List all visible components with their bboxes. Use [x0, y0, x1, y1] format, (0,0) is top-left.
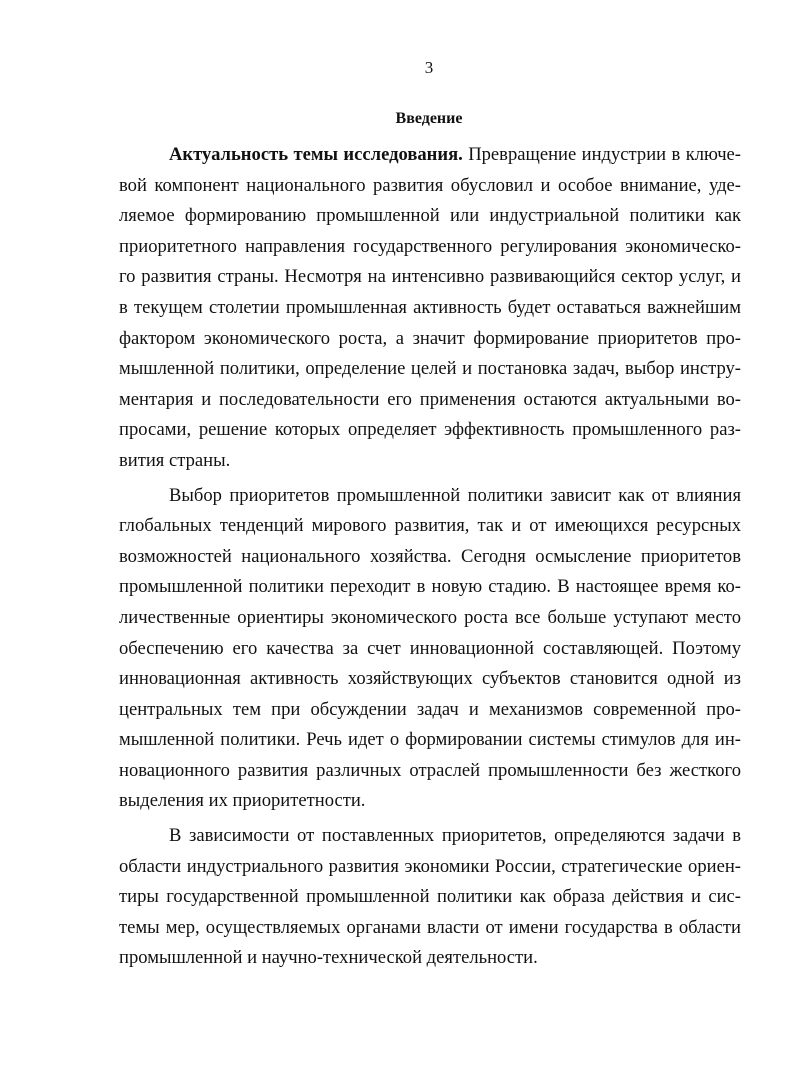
paragraph-2-line-4: промышленной политики переходит в новую стадию. В настоящее время ко- [119, 576, 741, 598]
paragraph-2-line-6: обеспечению его качества за счет инновационной составляющей. Поэтому [119, 637, 741, 659]
paragraph-3-line-1: В зависимости от поставленных приоритетов, определяются задачи в [169, 825, 741, 847]
paragraph-2-line-11: выделения их приоритетности. [119, 790, 366, 812]
paragraph-2-line-10: новационного развития различных отраслей промышленности без жесткого [119, 759, 741, 781]
paragraph-2-line-2: глобальных тенденций мирового развития, так и от имеющихся ресурсных [119, 515, 741, 537]
paragraph-2-line-1: Выбор приоритетов промышленной политики зависит как от влияния [169, 484, 741, 506]
paragraph-1-line-3: ляемое формированию промышленной или индустриальной политики как [119, 205, 741, 227]
paragraph-2-line-7: инновационная активность хозяйствующих субъектов становится одной из [119, 668, 741, 690]
paragraph-2-line-3: возможностей национального хозяйства. Сегодня осмысление приоритетов [119, 545, 741, 567]
paragraph-1-line-9: ментария и последовательности его применения остаются актуальными во- [119, 388, 741, 410]
paragraph-3-line-2: области индустриального развития экономики России, стратегические ориен- [119, 855, 741, 877]
section-heading: Введение [395, 110, 463, 127]
paragraph-1-line-10: просами, решение которых определяет эффективность промышленного раз- [119, 419, 741, 441]
paragraph-3-line-4: темы мер, осуществляемых органами власти от имени государства в области [119, 916, 741, 938]
paragraph-1-line-2: вой компонент национального развития обусловил и особое внимание, уде- [119, 174, 741, 196]
lead-phrase: Актуальность темы исследования. [169, 144, 463, 165]
paragraph-2-line-8: центральных тем при обсуждении задач и механизмов современной про- [119, 698, 741, 720]
paragraph-1-line-4: приоритетного направления государственного регулирования экономическо- [119, 235, 741, 257]
paragraph-1-line-6: в текущем столетии промышленная активность будет оставаться важнейшим [119, 296, 741, 318]
paragraph-2-line-9: мышленной политики. Речь идет о формировании системы стимулов для ин- [119, 729, 741, 751]
paragraph-3-line-3: тиры государственной промышленной политики как образа действия и сис- [119, 886, 741, 908]
body-text [119, 140, 741, 978]
paragraph-2-line-5: личественные ориентиры экономического роста все больше уступают место [119, 606, 741, 628]
paragraph-1-line-11: вития страны. [119, 449, 231, 471]
paragraph-1-line-7: фактором экономического роста, а значит формирование приоритетов про- [119, 327, 741, 349]
paragraph-1-line-5: го развития страны. Несмотря на интенсивно развивающийся сектор услуг, и [119, 266, 741, 288]
paragraph-1-line-8: мышленной политики, определение целей и постановка задач, выбор инстру- [119, 358, 741, 380]
page-number: 3 [424, 58, 434, 77]
paragraph-3-line-5: промышленной и научно-технической деятельности. [119, 947, 538, 969]
paragraph-1-line-1: Актуальность темы исследования. Превращение индустрии в ключе- [169, 144, 741, 165]
